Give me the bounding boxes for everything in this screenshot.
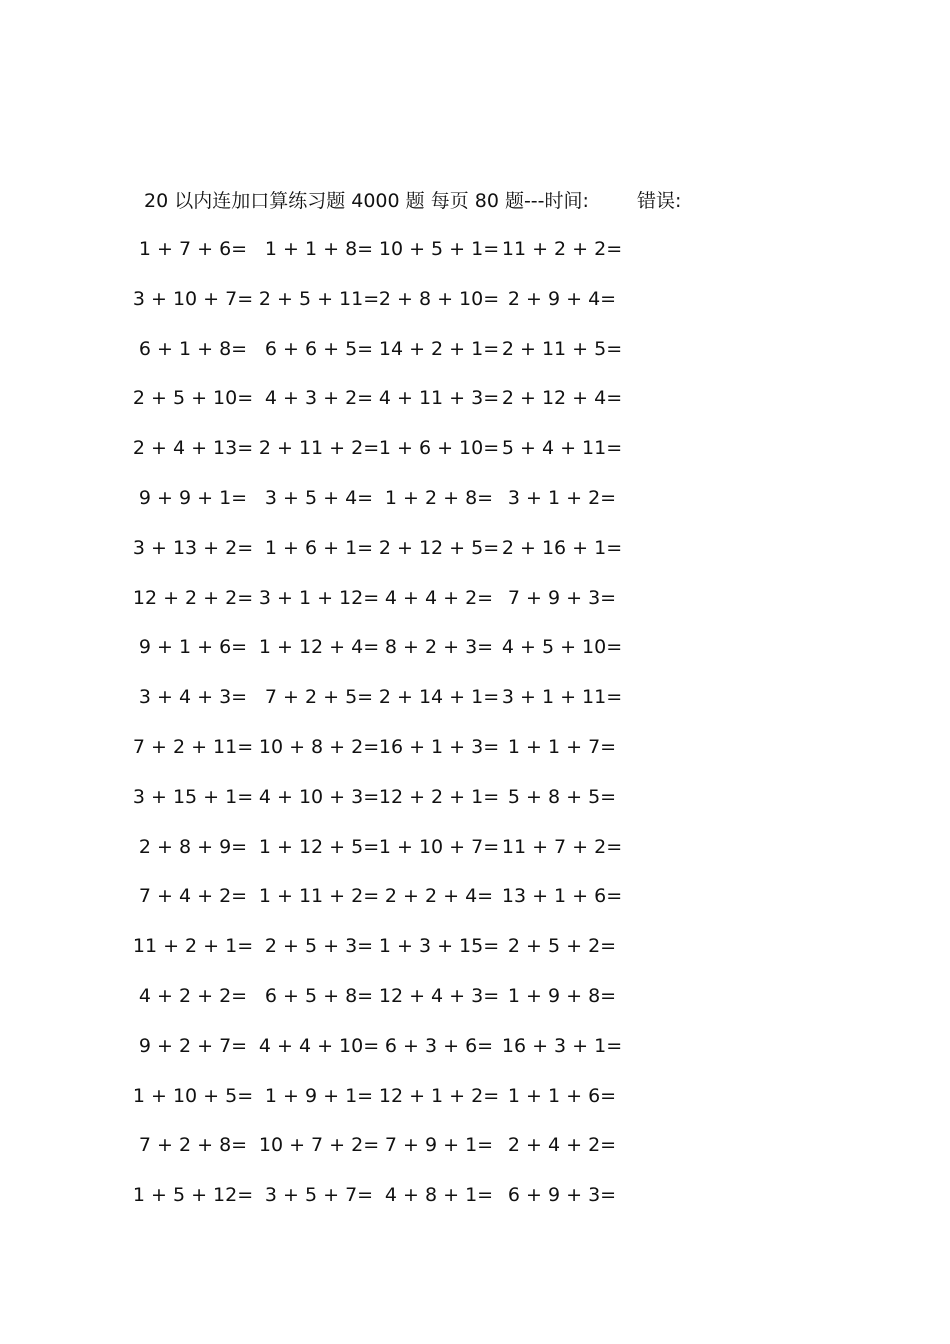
errors-label: 错误: bbox=[636, 190, 682, 212]
addition-problem: 12 + 2 + 1= bbox=[378, 785, 500, 808]
addition-problem: 3 + 1 + 11= bbox=[501, 686, 623, 709]
addition-problem: 1 + 12 + 4= bbox=[258, 636, 380, 659]
problem-row bbox=[0, 333, 950, 365]
addition-problem: 2 + 14 + 1= bbox=[378, 686, 500, 709]
addition-problem: 4 + 8 + 1= bbox=[384, 1184, 494, 1207]
addition-problem: 1 + 10 + 7= bbox=[378, 835, 500, 858]
addition-problem: 7 + 2 + 8= bbox=[138, 1134, 248, 1157]
addition-problem: 2 + 8 + 9= bbox=[138, 835, 248, 858]
problem-row bbox=[0, 382, 950, 414]
problem-row bbox=[0, 1080, 950, 1112]
addition-problem: 4 + 10 + 3= bbox=[258, 785, 380, 808]
addition-problem: 5 + 4 + 11= bbox=[501, 437, 623, 460]
addition-problem: 1 + 1 + 6= bbox=[507, 1084, 617, 1107]
addition-problem: 4 + 5 + 10= bbox=[501, 636, 623, 659]
addition-problem: 4 + 4 + 2= bbox=[384, 586, 494, 609]
problem-row bbox=[0, 781, 950, 813]
problem-row bbox=[0, 731, 950, 763]
addition-problem: 8 + 2 + 3= bbox=[384, 636, 494, 659]
addition-problem: 4 + 11 + 3= bbox=[378, 387, 500, 410]
addition-problem: 7 + 9 + 1= bbox=[384, 1134, 494, 1157]
addition-problem: 1 + 1 + 8= bbox=[264, 238, 374, 260]
problem-row bbox=[0, 432, 950, 464]
addition-problem: 7 + 2 + 11= bbox=[132, 736, 254, 758]
addition-problem: 7 + 4 + 2= bbox=[138, 885, 248, 908]
addition-problem: 3 + 13 + 2= bbox=[132, 536, 254, 559]
addition-problem: 1 + 9 + 1= bbox=[264, 1084, 374, 1107]
problem-row bbox=[0, 532, 950, 564]
addition-problem: 16 + 3 + 1= bbox=[501, 1034, 623, 1057]
addition-problem: 1 + 11 + 2= bbox=[258, 885, 380, 908]
problem-row bbox=[0, 1129, 950, 1161]
addition-problem: 6 + 1 + 8= bbox=[138, 337, 248, 360]
addition-problem: 1 + 2 + 8= bbox=[384, 487, 494, 509]
addition-problem: 2 + 5 + 3= bbox=[264, 935, 374, 958]
addition-problem: 11 + 2 + 1= bbox=[132, 935, 254, 958]
problem-row bbox=[0, 1179, 950, 1211]
addition-problem: 5 + 8 + 5= bbox=[507, 785, 617, 808]
addition-problem: 3 + 5 + 4= bbox=[264, 487, 374, 509]
addition-problem: 12 + 4 + 3= bbox=[378, 985, 500, 1007]
addition-problem: 4 + 4 + 10= bbox=[258, 1034, 380, 1057]
addition-problem: 1 + 10 + 5= bbox=[132, 1084, 254, 1107]
problem-row bbox=[0, 582, 950, 614]
addition-problem: 2 + 4 + 13= bbox=[132, 437, 254, 460]
addition-problem: 6 + 9 + 3= bbox=[507, 1184, 617, 1207]
addition-problem: 2 + 5 + 10= bbox=[132, 387, 254, 410]
addition-problem: 11 + 7 + 2= bbox=[501, 835, 623, 858]
addition-problem: 9 + 2 + 7= bbox=[138, 1034, 248, 1057]
addition-problem: 2 + 12 + 4= bbox=[501, 387, 623, 410]
addition-problem: 3 + 1 + 12= bbox=[258, 586, 380, 609]
addition-problem: 3 + 4 + 3= bbox=[138, 686, 248, 709]
addition-problem: 14 + 2 + 1= bbox=[378, 337, 500, 360]
addition-problem: 1 + 9 + 8= bbox=[507, 985, 617, 1007]
addition-problem: 1 + 5 + 12= bbox=[132, 1184, 254, 1207]
addition-problem: 4 + 2 + 2= bbox=[138, 985, 248, 1007]
addition-problem: 1 + 12 + 5= bbox=[258, 835, 380, 858]
problem-row bbox=[0, 880, 950, 912]
addition-problem: 1 + 6 + 1= bbox=[264, 536, 374, 559]
problem-row bbox=[0, 631, 950, 663]
addition-problem: 4 + 3 + 2= bbox=[264, 387, 374, 410]
problem-row bbox=[0, 482, 950, 514]
addition-problem: 1 + 6 + 10= bbox=[378, 437, 500, 460]
addition-problem: 3 + 5 + 7= bbox=[264, 1184, 374, 1207]
addition-problem: 3 + 15 + 1= bbox=[132, 785, 254, 808]
addition-problem: 2 + 16 + 1= bbox=[501, 536, 623, 559]
addition-problem: 1 + 1 + 7= bbox=[507, 736, 617, 758]
addition-problem: 10 + 8 + 2= bbox=[258, 736, 380, 758]
addition-problem: 12 + 1 + 2= bbox=[378, 1084, 500, 1107]
addition-problem: 9 + 9 + 1= bbox=[138, 487, 248, 509]
problem-row bbox=[0, 233, 950, 265]
addition-problem: 2 + 11 + 5= bbox=[501, 337, 623, 360]
worksheet-title: 20 以内连加口算练习题 4000 题 每页 80 题---时间: bbox=[144, 190, 589, 212]
addition-problem: 7 + 2 + 5= bbox=[264, 686, 374, 709]
addition-problem: 6 + 6 + 5= bbox=[264, 337, 374, 360]
addition-problem: 12 + 2 + 2= bbox=[132, 586, 254, 609]
addition-problem: 6 + 5 + 8= bbox=[264, 985, 374, 1007]
addition-problem: 13 + 1 + 6= bbox=[501, 885, 623, 908]
addition-problem: 1 + 3 + 15= bbox=[378, 935, 500, 958]
addition-problem: 1 + 7 + 6= bbox=[138, 238, 248, 260]
addition-problem: 2 + 4 + 2= bbox=[507, 1134, 617, 1157]
addition-problem: 2 + 5 + 11= bbox=[258, 287, 380, 310]
problem-row bbox=[0, 930, 950, 962]
addition-problem: 7 + 9 + 3= bbox=[507, 586, 617, 609]
addition-problem: 10 + 7 + 2= bbox=[258, 1134, 380, 1157]
addition-problem: 3 + 1 + 2= bbox=[507, 487, 617, 509]
problem-row bbox=[0, 681, 950, 713]
addition-problem: 10 + 5 + 1= bbox=[378, 238, 500, 260]
addition-problem: 2 + 8 + 10= bbox=[378, 287, 500, 310]
addition-problem: 9 + 1 + 6= bbox=[138, 636, 248, 659]
addition-problem: 2 + 2 + 4= bbox=[384, 885, 494, 908]
problem-row bbox=[0, 1030, 950, 1062]
addition-problem: 2 + 5 + 2= bbox=[507, 935, 617, 958]
addition-problem: 3 + 10 + 7= bbox=[132, 287, 254, 310]
addition-problem: 11 + 2 + 2= bbox=[501, 238, 623, 260]
addition-problem: 2 + 12 + 5= bbox=[378, 536, 500, 559]
problem-row bbox=[0, 831, 950, 863]
addition-problem: 16 + 1 + 3= bbox=[378, 736, 500, 758]
addition-problem: 2 + 11 + 2= bbox=[258, 437, 380, 460]
problem-row bbox=[0, 283, 950, 315]
addition-problem: 2 + 9 + 4= bbox=[507, 287, 617, 310]
problem-row bbox=[0, 980, 950, 1012]
addition-problem: 6 + 3 + 6= bbox=[384, 1034, 494, 1057]
